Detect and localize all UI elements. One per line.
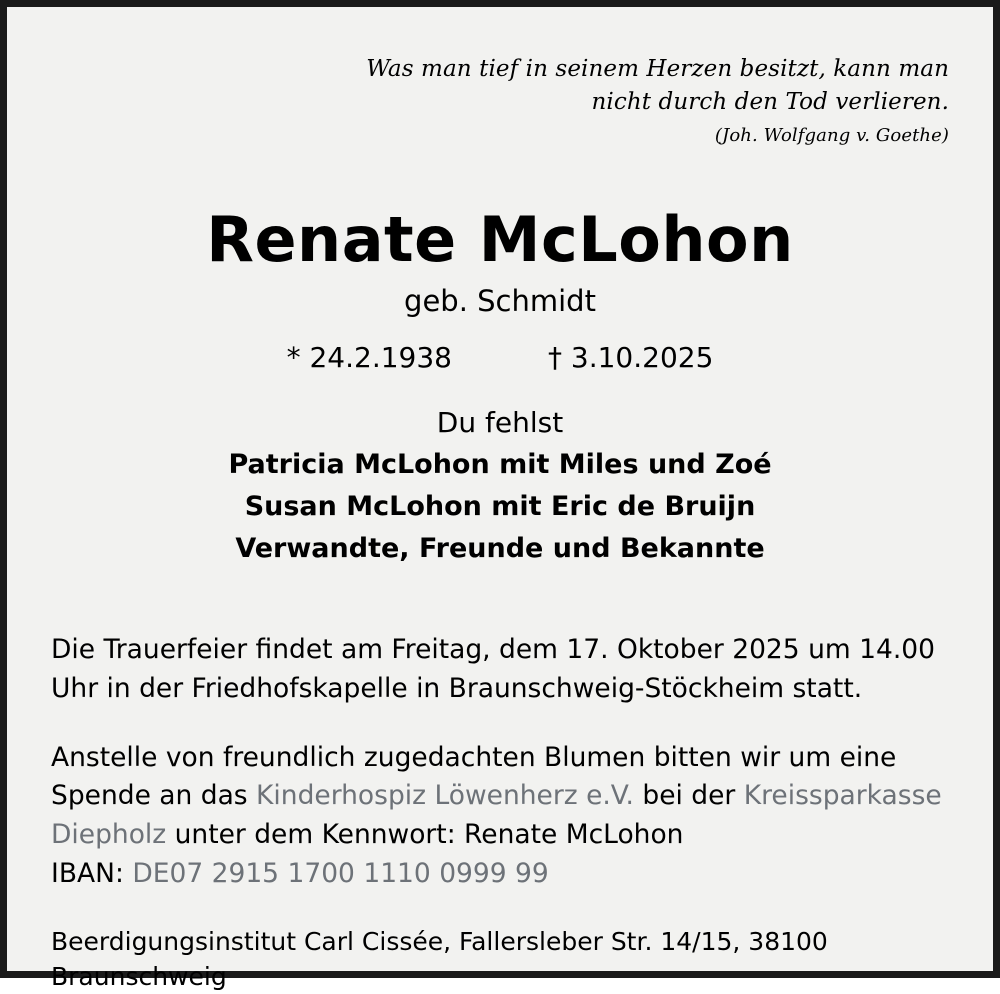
donation-bank: Kreissparkasse Diepholz	[51, 780, 942, 851]
deceased-name: Renate McLohon	[206, 202, 794, 276]
donation-text-part1: Anstelle von freundlich zugedachten Blumen bitten wir um eine Spende an das	[51, 741, 897, 812]
iban-value: DE07 2915 1700 1110 0999 99	[132, 857, 549, 889]
memorial-quote	[51, 53, 949, 151]
death-date: † 3.10.2025	[548, 340, 714, 374]
birth-date: * 24.2.1938	[286, 340, 452, 374]
body-text	[51, 631, 949, 893]
family-line: Patricia McLohon mit Miles und Zoé	[228, 448, 772, 480]
donation-text-part3: unter dem Kennwort: Renate McLohon	[166, 819, 684, 851]
name-block	[51, 202, 949, 374]
ceremony-paragraph: Die Trauerfeier findet am Freitag, dem 17. Oktober 2025 um 14.00 Uhr in der Friedhofskapelle in Braunschweig-Stöckheim statt.	[51, 634, 935, 705]
mourning-lead: Du fehlst	[436, 405, 564, 439]
quote-text: Was man tief in seinem Herzen besitzt, kann man nicht durch den Tod verlieren.	[366, 56, 949, 115]
maiden-name: geb. Schmidt	[404, 284, 596, 319]
donation-paragraph	[51, 739, 949, 894]
family-line: Susan McLohon mit Eric de Bruijn	[244, 490, 756, 522]
family-line: Verwandte, Freunde und Bekannte	[235, 532, 765, 564]
life-dates	[51, 341, 949, 374]
funeral-home-info: Beerdigungsinstitut Carl Cissée, Fallersleber Str. 14/15, 38100 Braunschweig	[51, 926, 828, 991]
iban-label: IBAN:	[51, 857, 133, 889]
mourners-block	[51, 402, 949, 570]
donation-organization: Kinderhospiz Löwenherz e.V.	[256, 780, 634, 812]
donation-text-part2: bei der	[633, 780, 744, 812]
quote-attribution: (Joh. Wolfgang v. Goethe)	[714, 125, 949, 147]
